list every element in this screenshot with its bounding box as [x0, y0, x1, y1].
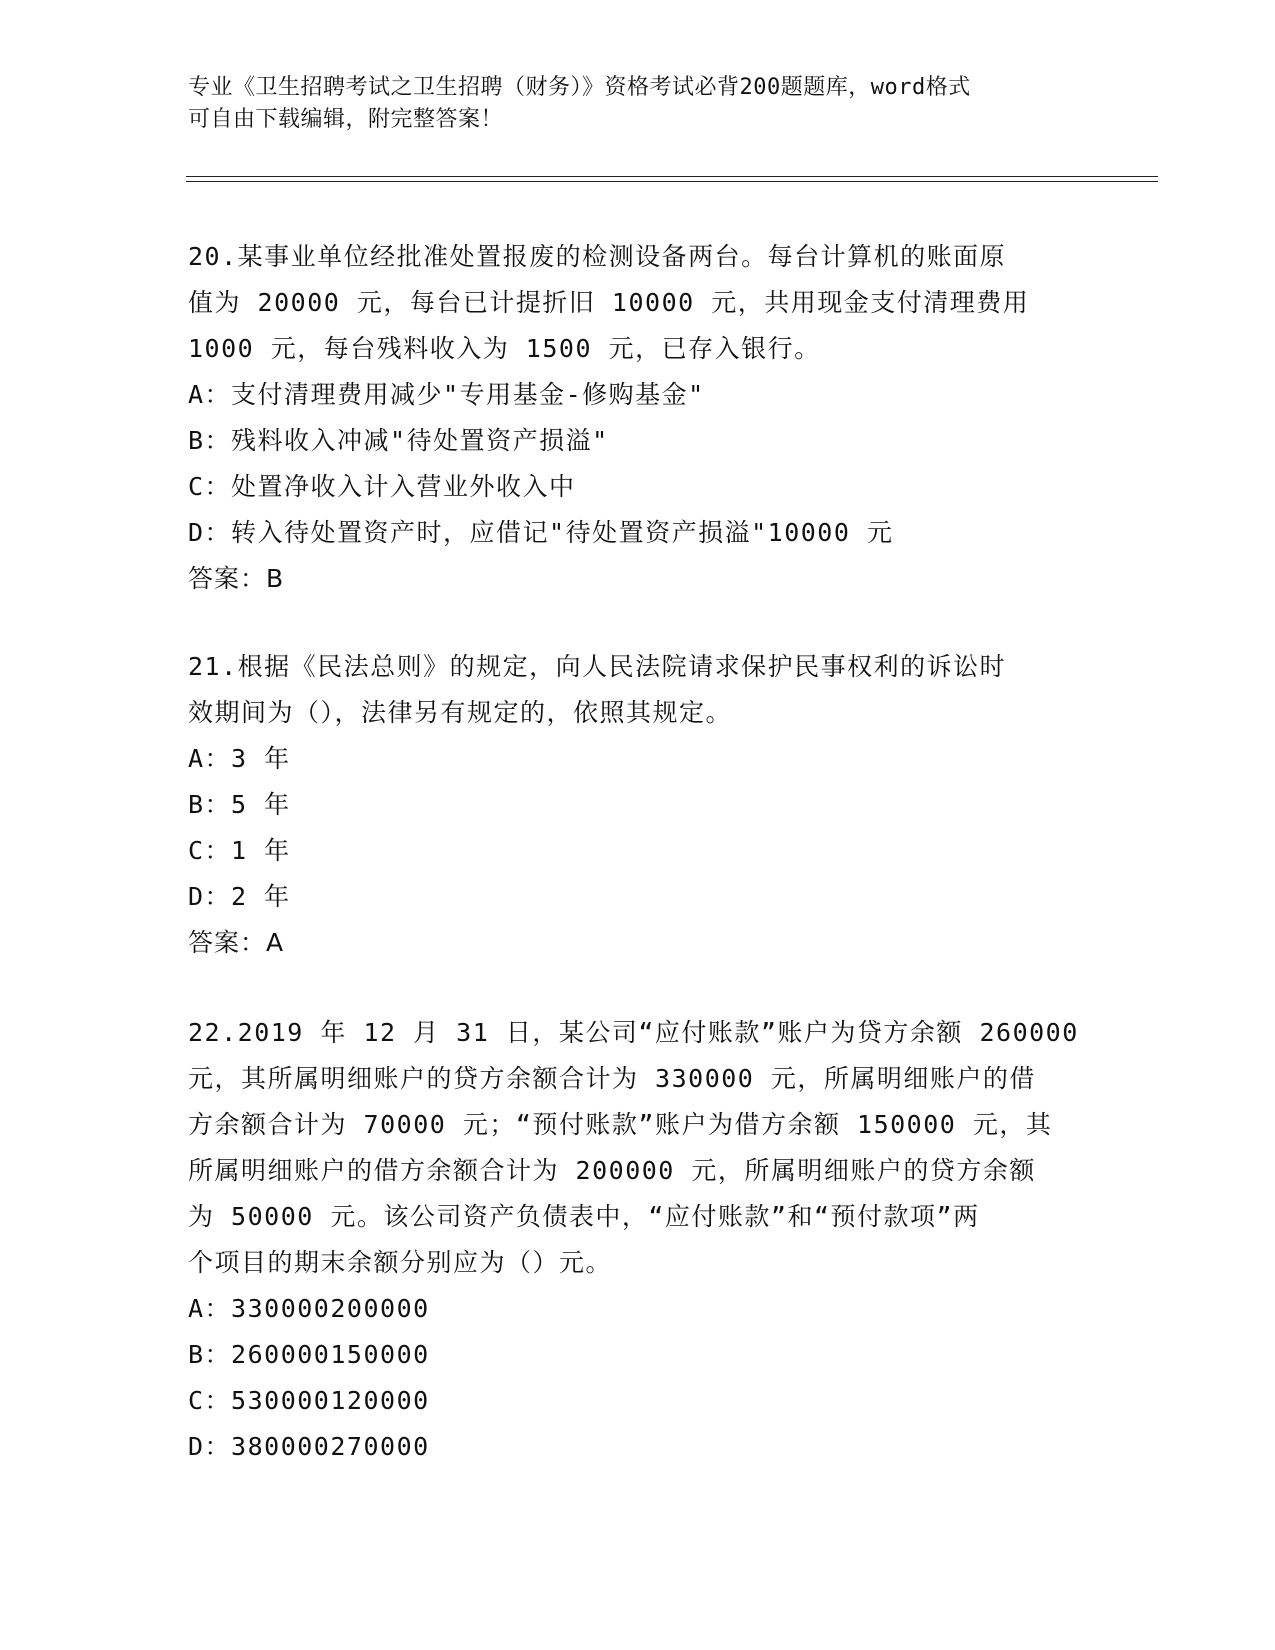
option-a: A：330000200000 — [188, 1294, 430, 1323]
question-text-line: 所属明细账户的借方余额合计为 200000 元，所属明细账户的贷方余额 — [188, 1156, 1036, 1185]
question-text-line: 效期间为（），法律另有规定的，依照其规定。 — [188, 698, 733, 727]
question-text-line: 21.根据《民法总则》的规定，向人民法院请求保护民事权利的诉讼时 — [188, 652, 1007, 681]
question-21 — [188, 644, 1088, 966]
option-d: D：转入待处置资产时，应借记"待处置资产损溢"10000 元 — [188, 518, 894, 547]
option-c: C：1 年 — [188, 836, 291, 865]
question-22 — [188, 1010, 1088, 1470]
option-a: A：3 年 — [188, 744, 291, 773]
question-text-line: 为 50000 元。该公司资产负债表中，“应付账款”和“预付款项”两 — [188, 1202, 980, 1231]
question-text-line: 20.某事业单位经批准处置报废的检测设备两台。每台计算机的账面原 — [188, 242, 1007, 271]
question-text-line: 1000 元，每台残料收入为 1500 元，已存入银行。 — [188, 334, 821, 363]
header-line-1: 专业《卫生招聘考试之卫生招聘（财务）》资格考试必背200题题库，word格式 — [188, 75, 971, 100]
option-a: A：支付清理费用减少"专用基金-修购基金" — [188, 380, 705, 409]
header-divider-bottom — [186, 181, 1158, 182]
option-d: D：380000270000 — [188, 1432, 430, 1461]
header-divider-top — [186, 176, 1158, 177]
document-header — [188, 72, 1068, 136]
option-c: C：530000120000 — [188, 1386, 430, 1415]
question-text-line: 22.2019 年 12 月 31 日，某公司“应付账款”账户为贷方余额 260000 — [188, 1018, 1079, 1047]
option-c: C：处置净收入计入营业外收入中 — [188, 472, 576, 501]
header-line-2: 可自由下载编辑，附完整答案！ — [188, 107, 504, 132]
question-text-line: 方余额合计为 70000 元；“预付账款”账户为借方余额 150000 元，其 — [188, 1110, 1053, 1139]
option-d: D：2 年 — [188, 882, 291, 911]
question-text-line: 个项目的期末余额分别应为（）元。 — [188, 1248, 613, 1277]
question-text-line: 元，其所属明细账户的贷方余额合计为 330000 元，所属明细账户的借 — [188, 1064, 1036, 1093]
question-20 — [188, 234, 1088, 602]
option-b: B：5 年 — [188, 790, 291, 819]
answer-label: 答案：B — [188, 564, 285, 593]
option-b: B：260000150000 — [188, 1340, 430, 1369]
answer-label: 答案：A — [188, 928, 285, 957]
option-b: B：残料收入冲减"待处置资产损溢" — [188, 426, 609, 455]
question-text-line: 值为 20000 元，每台已计提折旧 10000 元，共用现金支付清理费用 — [188, 288, 1030, 317]
